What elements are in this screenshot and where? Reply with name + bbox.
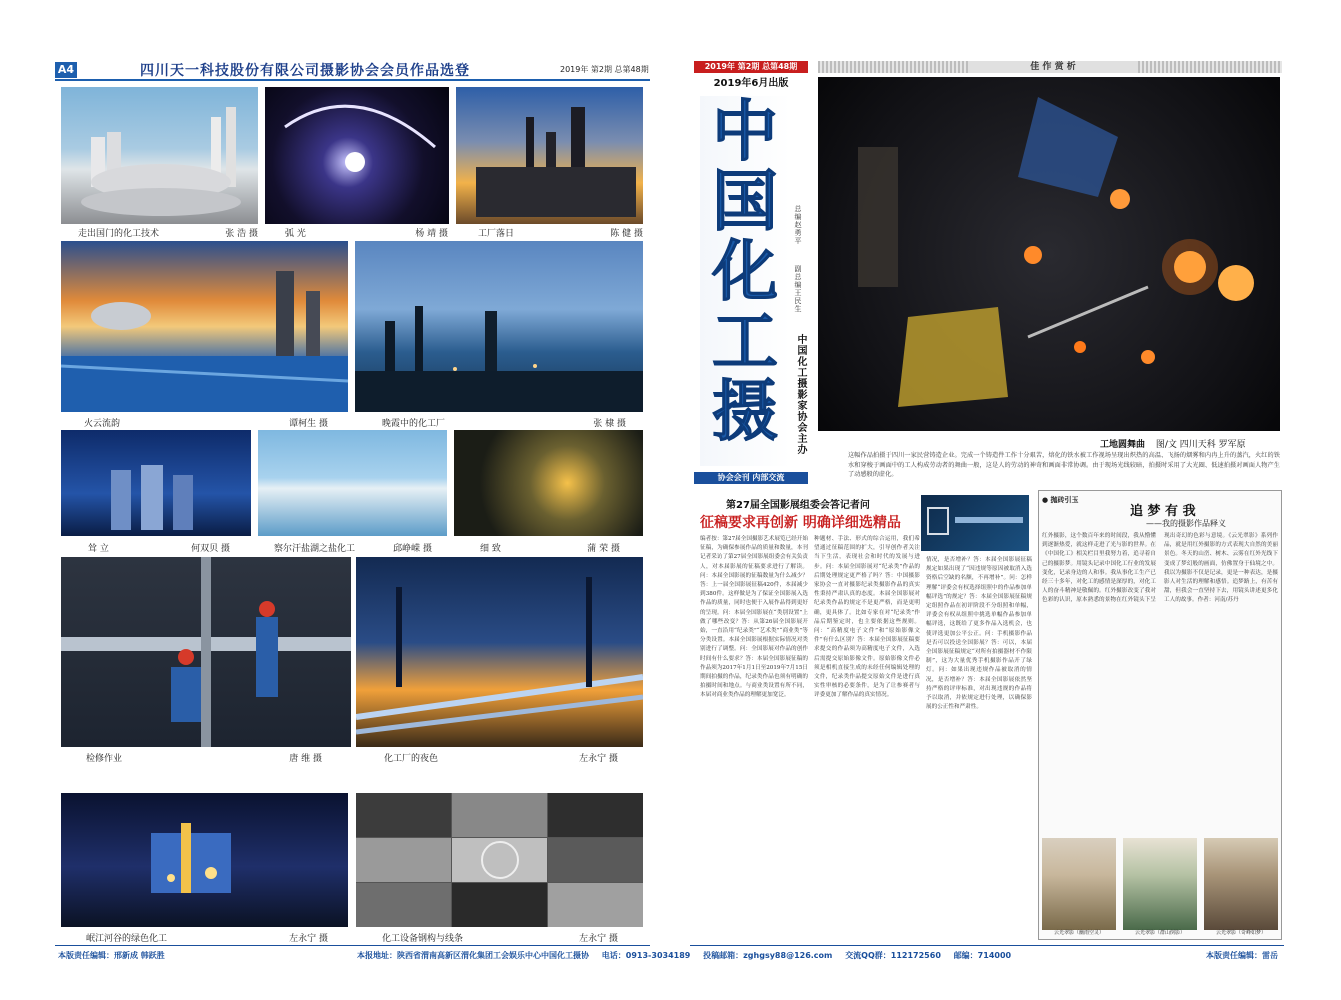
caption-title: 工地圆舞曲 <box>1100 440 1146 450</box>
masthead-char: 国 <box>712 162 778 240</box>
photo-evening-plant <box>355 241 643 412</box>
essay-thumb-caption-2: 云光翠影（群山倒影） <box>1134 930 1185 936</box>
essay-subtitle: ——我的摄影作品释义 <box>1146 519 1226 528</box>
section-title-bar <box>818 61 1282 73</box>
article-col-2: 种题材、手法、形式的综合运用，我们希望通过征稿范围的扩大，引导创作者关注当下生活，表现社会和时代的发展与进步。问：本届全国影展对“纪录类”作品的后期处理规定更严格了吗？答：中国摄影家协会一直对摄影纪录类摄影作品的真实性秉持严肃认真的态度。本届全国影展对纪录类作品的规定不是更严格，而是更明确，更具体了。比如专家在对“纪录类”作品后期鉴定时，也主要依据这些规则。问：“高精度电子文件”和“原始影像文件”有什么区别？答：本届全国影展征稿要求提交的作品须为高精度电子文件，入选后需提交原始影像文件。原始影像文件必须是相机直接生成的未经任何编辑处理的文件，纪录类作品提交原始文件是进行真实性审核的必要条件，是为了让参赛者与评委更加了解作品的真实情况。 <box>814 536 920 699</box>
caption-title: 检修作业 <box>86 754 123 764</box>
caption-author: 左永宁 摄 <box>579 754 618 764</box>
essay-thumb-caption-3: 云光翠影（奇峰如梦） <box>1215 930 1266 936</box>
caption-11 <box>86 931 328 944</box>
caption-8 <box>480 541 620 554</box>
photo-steel-structure-grid <box>356 793 643 927</box>
masthead-char: 工 <box>712 302 778 380</box>
photo-chemical-tech <box>61 87 258 224</box>
issue-box: 2019年 第2期 总第48期 <box>694 61 808 73</box>
photo-maintenance <box>61 557 351 747</box>
essay-body: 红外摄影，这个数百年来的时间段，我从懵懂到逐渐热爱，就这样走进了光与影的世界。在《中国化工》相关栏目里我努力着，追寻着自己的摄影梦。用镜头记录中国化工行业的发展变化，记录身边的人和事。我从事化工生产已经三十多年，对化工的感情是深厚的，对化工人的奋斗精神是敬佩的。红外摄影改变了我对色彩的认识，原本熟悉的景物在红外镜头下呈现出奇幻的色彩与意境。《云光翠影》系列作品，就是用红外摄影的方式表现大自然的美丽景色。冬天的山峦、树木、云雾在红外光线下变成了梦幻般的画面，仿佛置身于仙境之中。我以为摄影不仅是记录，更是一种表达，是摄影人对生活的理解和感悟。追梦路上，有苦有甜，但我会一直坚持下去，用镜头讲述更多化工人的故事。作者：河南/苏丹 <box>1042 533 1278 604</box>
masthead-side-3: 中国化工摄影家协会主办 <box>795 334 806 455</box>
article-col-3: 情况，是否增补？答：本届全国影展征稿规定如果出现了“因违规等原因被取消入选资格后空缺的名额，不再增补”。问：怎样理解“评委会有权选择组照中的作品参加单幅评选”的规定？答：本届全国影展征稿规定组照作品在初评阶段不分组照和单幅，评委会有权从组照中挑选单幅作品参加单幅评选，这既给了更多作品入选机会，也使评选更加公平公正。问：手机摄影作品是否可以投送全国影展？答：可以，本届全国影展征稿规定“对所有拍摄器材不作限制”，这为大量优秀手机摄影作品开了绿灯。问：如果出现违规作品被取消的情况，是否增补？答：本届全国影展依然坚持严格的评审标准，对出现违规的作品将予以取消，并依规定进行处理，以确保影展的公正性和严肃性。 <box>926 557 1032 711</box>
photo-foundry-dance <box>818 77 1280 431</box>
main-photo-caption <box>1100 437 1246 450</box>
main-photo-description: 这幅作品拍摄于四川一家民营铸造企业。完成一个铸造件工作十分艰苦，熔化的铁水被工作视场呈现出炽热的高温、飞扬的烟雾和内冉上升的蒸汽，火红的铁水和穿梭于画面中的工人构成劳动者的舞曲一般，这是人的劳动的神奇和画面非常协调。由于现场光线较暗，拍摄时采用了大光圈、低速拍摄对画面人物产生了动感般的虚化。 <box>848 452 1280 478</box>
essay-thumb-caption-1: 云光翠影（幽雨空灵） <box>1053 930 1104 936</box>
caption-title: 走出国门的化工技术 <box>78 229 160 239</box>
caption-5 <box>382 416 626 429</box>
essay-thumb-2 <box>1123 838 1197 930</box>
caption-author: 谭柯生 摄 <box>289 419 328 429</box>
essay-thumb-1 <box>1042 838 1116 930</box>
caption-title: 晚霞中的化工厂 <box>382 419 446 429</box>
caption-title: 察尔汗盐湖之盐化工 <box>274 544 356 554</box>
caption-2 <box>285 226 448 239</box>
issue-info: 2019年 第2期 总第48期 <box>560 65 649 74</box>
article-image <box>921 495 1029 551</box>
masthead-char: 摄 <box>712 372 778 450</box>
caption-title: 化工厂的夜色 <box>384 754 439 764</box>
article-kicker: 第27届全国影展组委会答记者问 <box>726 500 870 511</box>
caption-title: 化工设备钢构与线条 <box>382 934 464 944</box>
caption-4 <box>84 416 328 429</box>
section-title: 佳 作 赏 析 <box>968 61 1138 73</box>
caption-title: 弧 光 <box>285 229 306 239</box>
caption-title: 火云流韵 <box>84 419 121 429</box>
photo-factory-sunset <box>456 87 643 224</box>
photo-salt-lake <box>258 430 447 536</box>
footer-editor-left: 本版责任编辑：邢新成 韩跃胜 <box>58 951 165 960</box>
caption-author: 何双贝 摄 <box>191 544 230 554</box>
caption-author: 蒲 荣 摄 <box>587 544 620 554</box>
photo-arc-light <box>265 87 449 224</box>
caption-title: 工厂落日 <box>478 229 515 239</box>
article-headline: 征稿要求再创新 明确详细选精品 <box>700 515 901 531</box>
caption-7 <box>274 541 432 554</box>
caption-9 <box>86 751 322 764</box>
caption-title: 岷江河谷的绿色化工 <box>86 934 168 944</box>
sub-bar: 协会会刊 内部交流 <box>694 472 808 484</box>
issue-date: 2019年6月出版 <box>713 78 789 89</box>
photo-minjiang <box>61 793 348 927</box>
caption-author: 杨 靖 摄 <box>415 229 448 239</box>
caption-1 <box>78 226 258 239</box>
masthead-side-2: 副总编王民生 <box>794 265 802 313</box>
footer-address: 本报地址：陕西省渭南高新区渭化集团工会娱乐中心中国化工摄协 <box>357 951 589 960</box>
photo-fire-cloud <box>61 241 348 412</box>
photo-standing-tall <box>61 430 251 536</box>
caption-6 <box>88 541 230 554</box>
footer-qq: 交流QQ群：112172560 <box>845 951 941 960</box>
caption-author: 邱峥嵘 摄 <box>393 544 432 554</box>
footer-rule-left <box>55 945 650 946</box>
caption-title: 细 致 <box>480 544 501 554</box>
footer-rule-right <box>690 945 1284 946</box>
essay-thumb-3 <box>1204 838 1278 930</box>
caption-12 <box>382 931 618 944</box>
article-col-1: 编者按：第27届全国摄影艺术展览已经开始征稿，为确保参展作品的质量和数量，本刊记者采访了第27届全国影展组委会有关负责人，对本届影展的征稿要求进行了解读。问：本届全国影展的征稿数量为什么减少？答：上一届全国影展征稿420件，本届减少到380件。这样做是为了保证全国影展入选作品的质量，同时也便于入展作品得到更好的呈现。问：本届全国影展在“类别设置”上做了哪些改变？答：从第26届全国影展开始，一直沿用“纪录类”“艺术类”“商业类”等分类设置。本届全国影展根据实际情况对类别进行了调整。问：全国影展对作品的创作时间有什么要求？答：本届全国影展征稿的作品须为2017年1月1日至2019年7月15日期间拍摄的作品，纪录类作品也须有明确的拍摄时间和地点。与商业类设置有所不同，本届对商业类作品的理解更加宽泛。 <box>700 536 808 699</box>
footer-email: 投稿邮箱：zghgsy88@126.com <box>703 951 833 960</box>
page-title: 四川天一科技股份有限公司摄影协会会员作品选登 <box>140 63 470 79</box>
caption-author: 陈 健 摄 <box>610 229 643 239</box>
caption-author: 左永宁 摄 <box>289 934 328 944</box>
photo-meticulous <box>454 430 643 536</box>
caption-author: 张 浩 摄 <box>225 229 258 239</box>
footer-editor-right: 本版责任编辑：雷岳 <box>1206 951 1278 960</box>
header-rule <box>55 79 650 81</box>
caption-author: 唐 维 摄 <box>289 754 322 764</box>
footer-postcode: 邮编：714000 <box>953 951 1012 960</box>
caption-author: 左永宁 摄 <box>579 934 618 944</box>
footer-bar <box>357 950 1287 961</box>
photo-night-plant <box>356 557 643 747</box>
essay-tag: ● 抛砖引玉 <box>1042 496 1079 504</box>
caption-title: 耸 立 <box>88 544 109 554</box>
caption-author: 图/文 四川天科 罗军原 <box>1155 440 1246 450</box>
footer-phone: 电话：0913-3034189 <box>601 951 691 960</box>
masthead-char: 化 <box>712 232 778 310</box>
caption-10 <box>384 751 618 764</box>
caption-author: 张 棣 摄 <box>593 419 626 429</box>
caption-3 <box>478 226 643 239</box>
masthead <box>700 92 790 466</box>
page-label: A4 <box>55 62 77 78</box>
masthead-side-1: 总编赵勇平 <box>794 205 802 245</box>
masthead-char: 中 <box>712 92 778 170</box>
essay-title: 追 梦 有 我 <box>1130 504 1196 519</box>
